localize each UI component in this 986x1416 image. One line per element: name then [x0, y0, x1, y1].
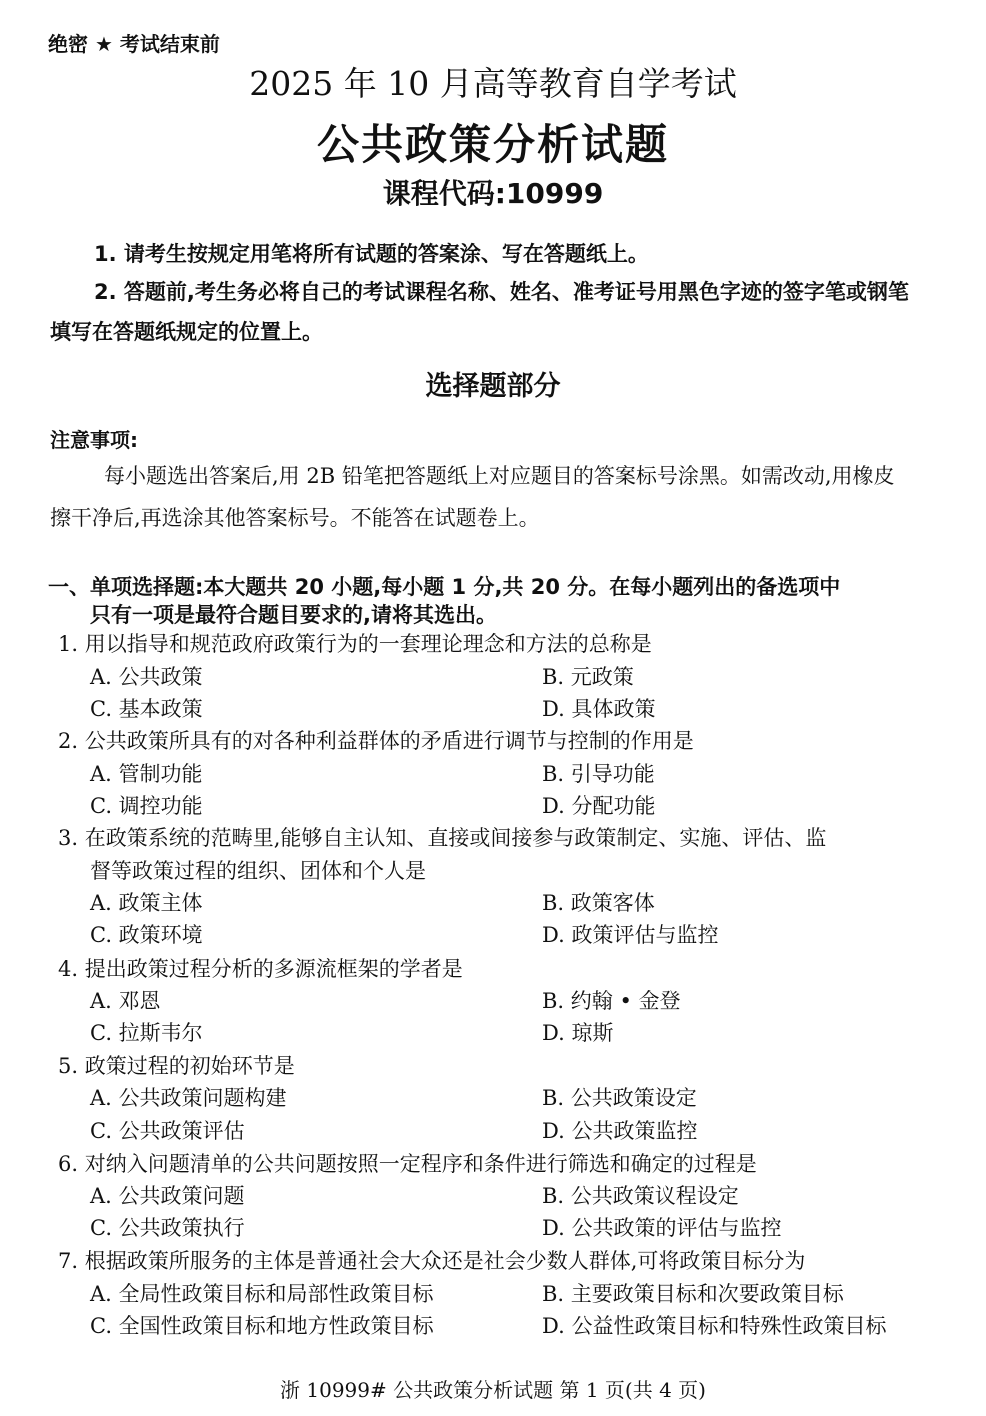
- option-b: B. 约翰 • 金登: [542, 989, 681, 1013]
- option-c: C. 政策环境: [90, 923, 203, 947]
- instruction-line: 填写在答题纸规定的位置上。: [50, 320, 323, 344]
- part-heading: 一、单项选择题:本大题共 20 小题,每小题 1 分,共 20 分。在每小题列出的备选项中: [48, 575, 841, 599]
- option-a: A. 公共政策问题构建: [90, 1086, 287, 1110]
- option-c: C. 基本政策: [90, 697, 203, 721]
- option-b: B. 公共政策议程设定: [542, 1184, 739, 1208]
- option-c: C. 拉斯韦尔: [90, 1021, 203, 1045]
- notes-label: 注意事项:: [50, 428, 138, 452]
- paper-title: 公共政策分析试题: [316, 120, 669, 169]
- notes-line: 每小题选出答案后,用 2B 铅笔把答题纸上对应题目的答案标号涂黑。如需改动,用橡皮: [104, 464, 895, 488]
- option-c: C. 全国性政策目标和地方性政策目标: [90, 1314, 434, 1338]
- page-footer: 浙 10999# 公共政策分析试题 第 1 页(共 4 页): [280, 1378, 706, 1402]
- question-stem: 6. 对纳入问题清单的公共问题按照一定程序和条件进行筛选和确定的过程是: [58, 1152, 757, 1176]
- question-stem: 7. 根据政策所服务的主体是普通社会大众还是社会少数人群体,可将政策目标分为: [58, 1249, 806, 1273]
- option-a: A. 公共政策: [90, 665, 203, 689]
- instruction-line: 1. 请考生按规定用笔将所有试题的答案涂、写在答题纸上。: [94, 242, 649, 266]
- question-stem-continued: 督等政策过程的组织、团体和个人是: [90, 859, 426, 883]
- option-b: B. 元政策: [542, 665, 634, 689]
- option-c: C. 调控功能: [90, 794, 203, 818]
- option-d: D. 分配功能: [542, 794, 656, 818]
- option-b: B. 引导功能: [542, 762, 655, 786]
- option-a: A. 管制功能: [90, 762, 203, 786]
- option-b: B. 主要政策目标和次要政策目标: [542, 1282, 844, 1306]
- section-title: 选择题部分: [425, 371, 561, 402]
- option-b: B. 公共政策设定: [542, 1086, 697, 1110]
- confidentiality-label: 绝密 ★ 考试结束前: [48, 32, 220, 56]
- option-c: C. 公共政策执行: [90, 1216, 245, 1240]
- part-heading: 只有一项是最符合题目要求的,请将其选出。: [90, 603, 497, 627]
- question-stem: 4. 提出政策过程分析的多源流框架的学者是: [58, 957, 463, 981]
- option-d: D. 公益性政策目标和特殊性政策目标: [542, 1314, 887, 1338]
- course-code: 课程代码:10999: [382, 177, 604, 210]
- exam-title: 2025 年 10 月高等教育自学考试: [249, 64, 737, 103]
- option-d: D. 琼斯: [542, 1021, 614, 1045]
- instruction-line: 2. 答题前,考生务必将自己的考试课程名称、姓名、准考证号用黑色字迹的签字笔或钢笔: [94, 280, 909, 304]
- question-stem: 3. 在政策系统的范畴里,能够自主认知、直接或间接参与政策制定、实施、评估、监: [58, 826, 827, 850]
- option-a: A. 公共政策问题: [90, 1184, 245, 1208]
- option-d: D. 公共政策的评估与监控: [542, 1216, 782, 1240]
- question-stem: 5. 政策过程的初始环节是: [58, 1054, 295, 1078]
- option-d: D. 政策评估与监控: [542, 923, 719, 947]
- option-c: C. 公共政策评估: [90, 1119, 245, 1143]
- option-a: A. 政策主体: [90, 891, 203, 915]
- option-a: A. 全局性政策目标和局部性政策目标: [90, 1282, 434, 1306]
- option-a: A. 邓恩: [90, 989, 161, 1013]
- question-stem: 2. 公共政策所具有的对各种利益群体的矛盾进行调节与控制的作用是: [58, 729, 694, 753]
- notes-line: 擦干净后,再选涂其他答案标号。不能答在试题卷上。: [50, 506, 540, 530]
- option-b: B. 政策客体: [542, 891, 655, 915]
- option-d: D. 公共政策监控: [542, 1119, 698, 1143]
- question-stem: 1. 用以指导和规范政府政策行为的一套理论理念和方法的总称是: [58, 632, 652, 656]
- option-d: D. 具体政策: [542, 697, 656, 721]
